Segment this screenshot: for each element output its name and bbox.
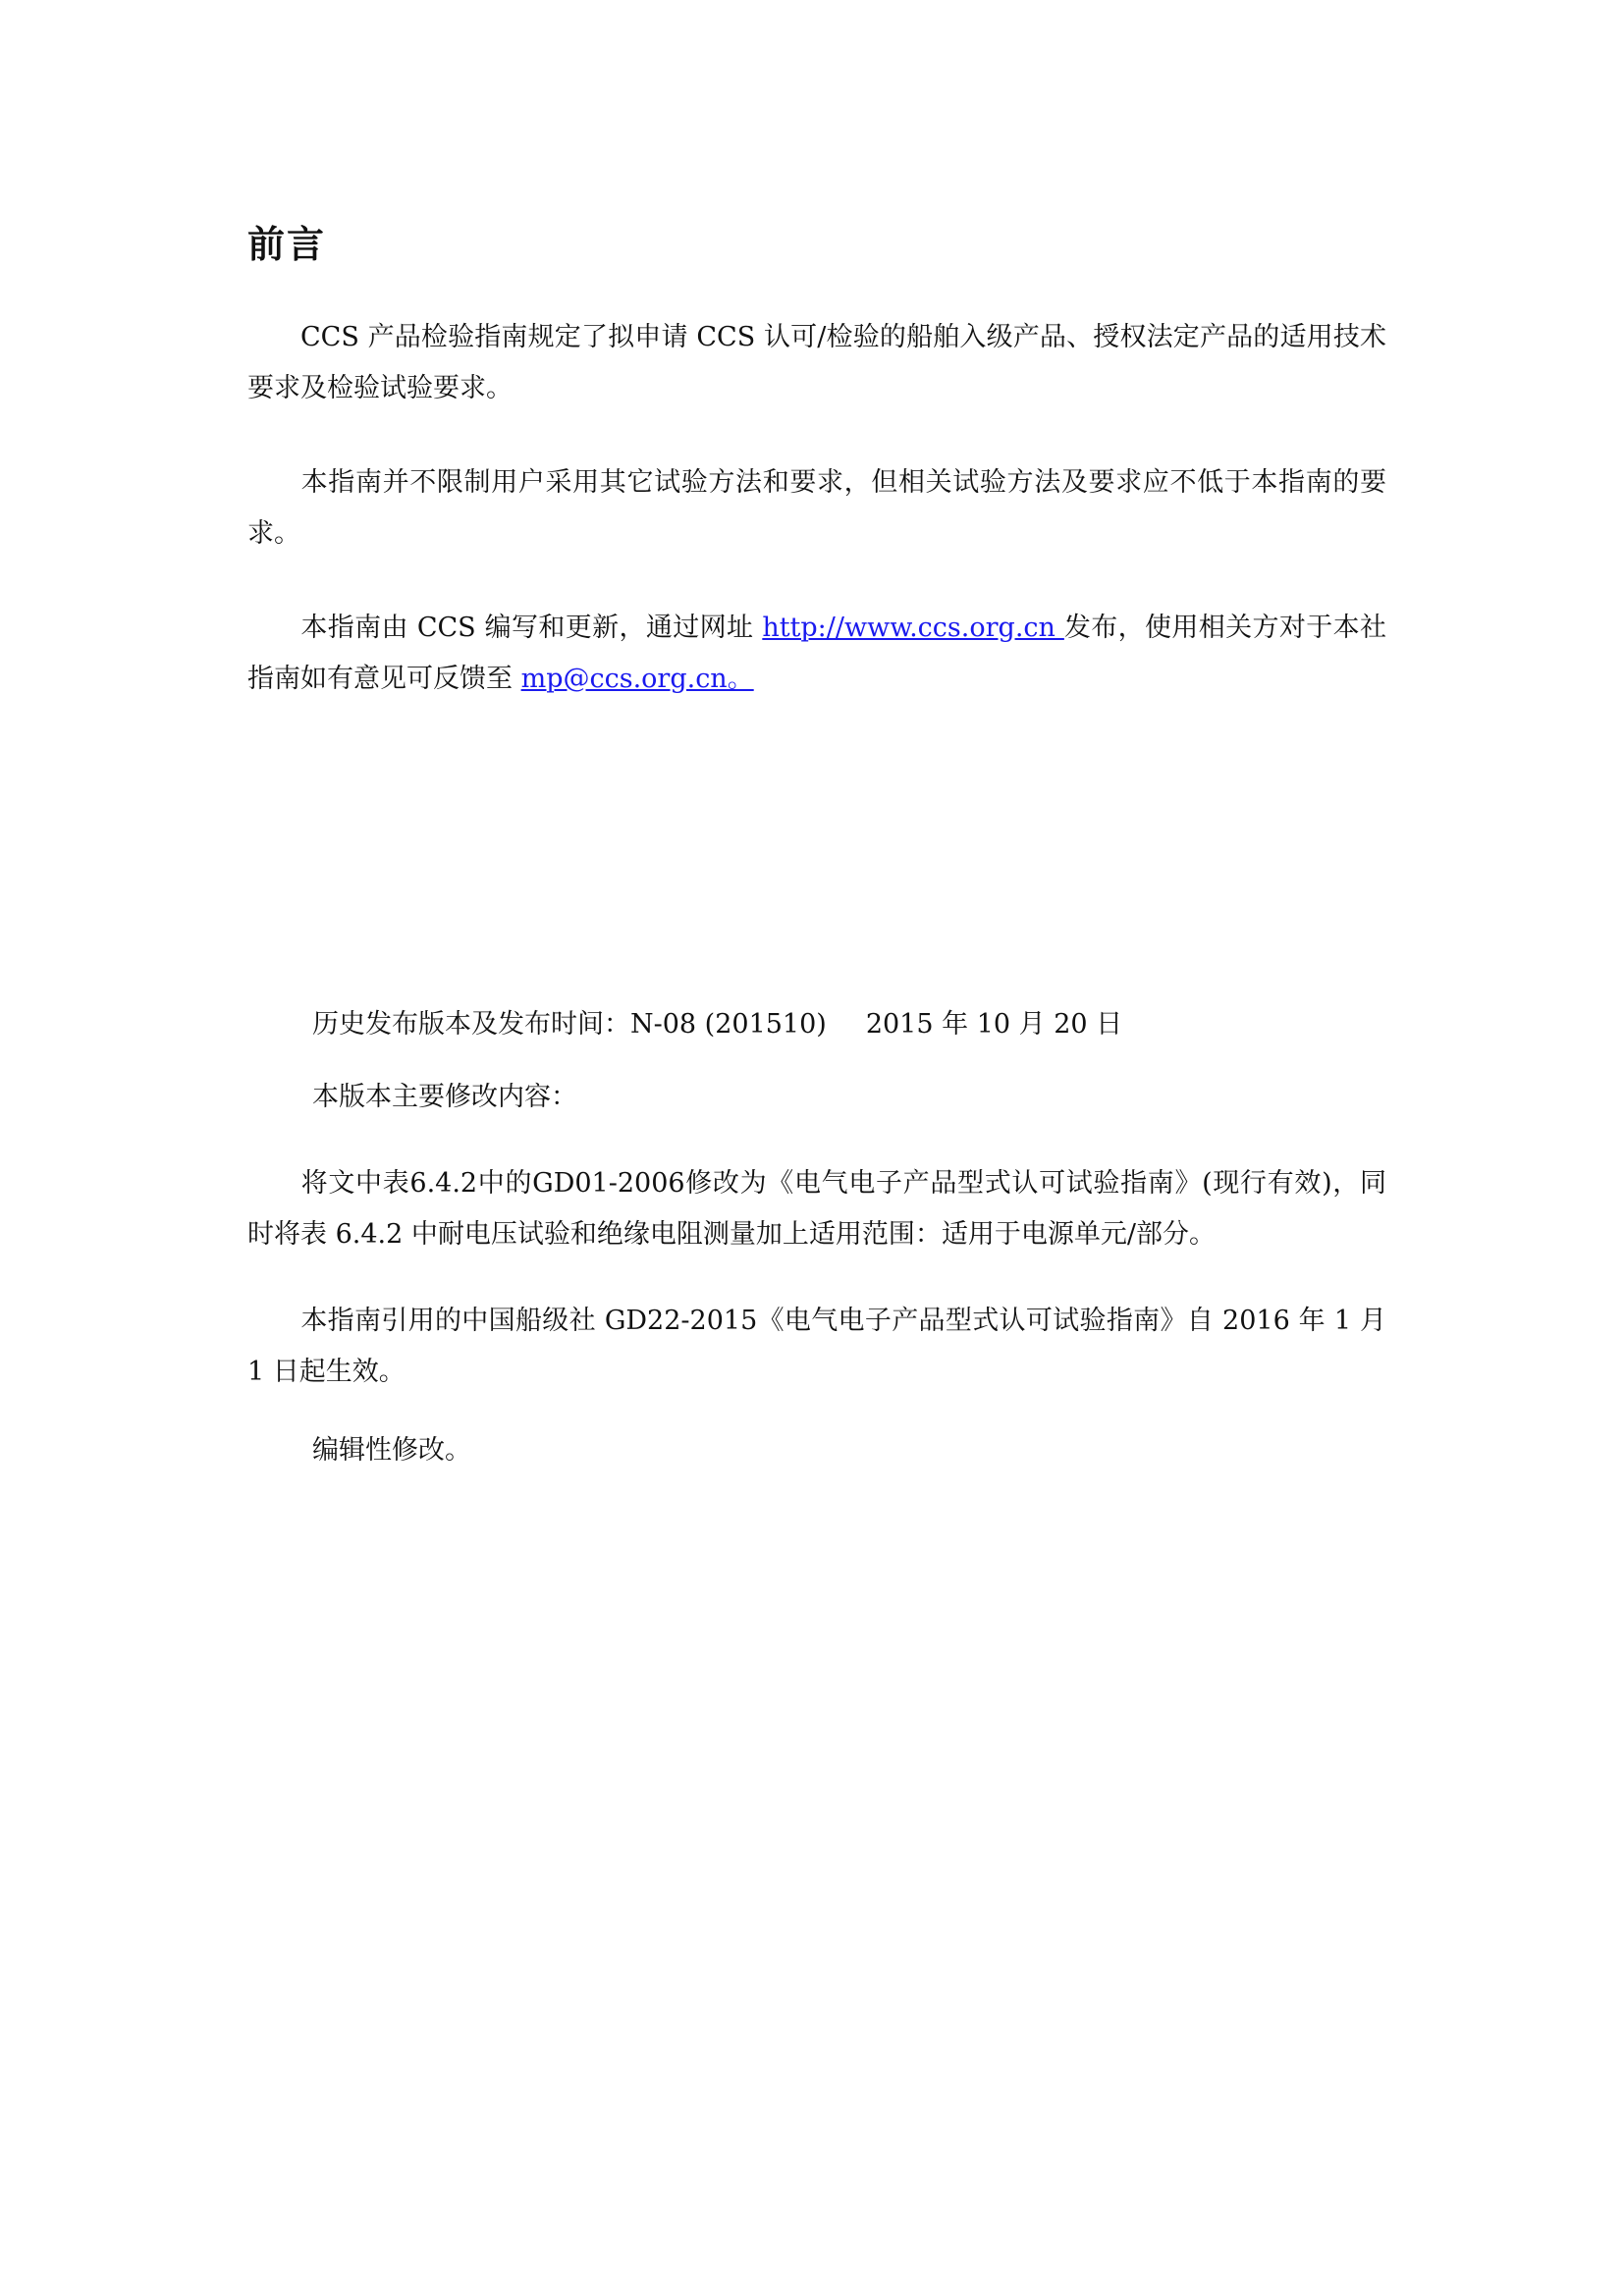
intro-text-1: CCS 产品检验指南规定了拟申请 CCS 认可/检验的船舶入级产品、授权法定产品的适用技术要求及检验试验要求。 — [247, 322, 1386, 403]
history-line — [312, 999, 1122, 1050]
email-link[interactable]: mp@ccs.org.cn。 — [520, 664, 754, 694]
intro-text-2: 本指南并不限制用户采用其它试验方法和要求，但相关试验方法及要求应不低于本指南的要求。 — [247, 467, 1386, 549]
change-item-1 — [247, 1158, 1386, 1260]
change-item-2 — [247, 1296, 1386, 1398]
intro-paragraph-3 — [247, 603, 1386, 705]
page-title: 前言 — [247, 223, 327, 266]
intro-text-3a: 本指南由 CCS 编写和更新，通过网址 — [300, 613, 763, 643]
intro-text-3b: 发布，使用相关方对于本社指南如有意见可反馈至 — [247, 613, 1386, 694]
website-link[interactable]: http://www.ccs.org.cn — [762, 613, 1064, 643]
change-text-1: 将文中表6.4.2中的GD01-2006修改为《电气电子产品型式认可试验指南》(现行有效)，同时将表 6.4.2 中耐电压试验和绝缘电阻测量加上适用范围：适用于电源单元/部分。 — [247, 1168, 1386, 1250]
history-date: 2015 年 10 月 20 日 — [865, 1009, 1123, 1040]
changes-heading: 本版本主要修改内容： — [312, 1082, 577, 1112]
intro-paragraph-2 — [247, 457, 1386, 560]
change-text-2: 本指南引用的中国船级社 GD22-2015《电气电子产品型式认可试验指南》自 2016 年 1 月 1 日起生效。 — [247, 1306, 1386, 1387]
change-item-3: 编辑性修改。 — [312, 1435, 471, 1466]
intro-paragraph-1 — [247, 312, 1386, 414]
history-label: 历史发布版本及发布时间：N-08 (201510) — [312, 1009, 827, 1040]
